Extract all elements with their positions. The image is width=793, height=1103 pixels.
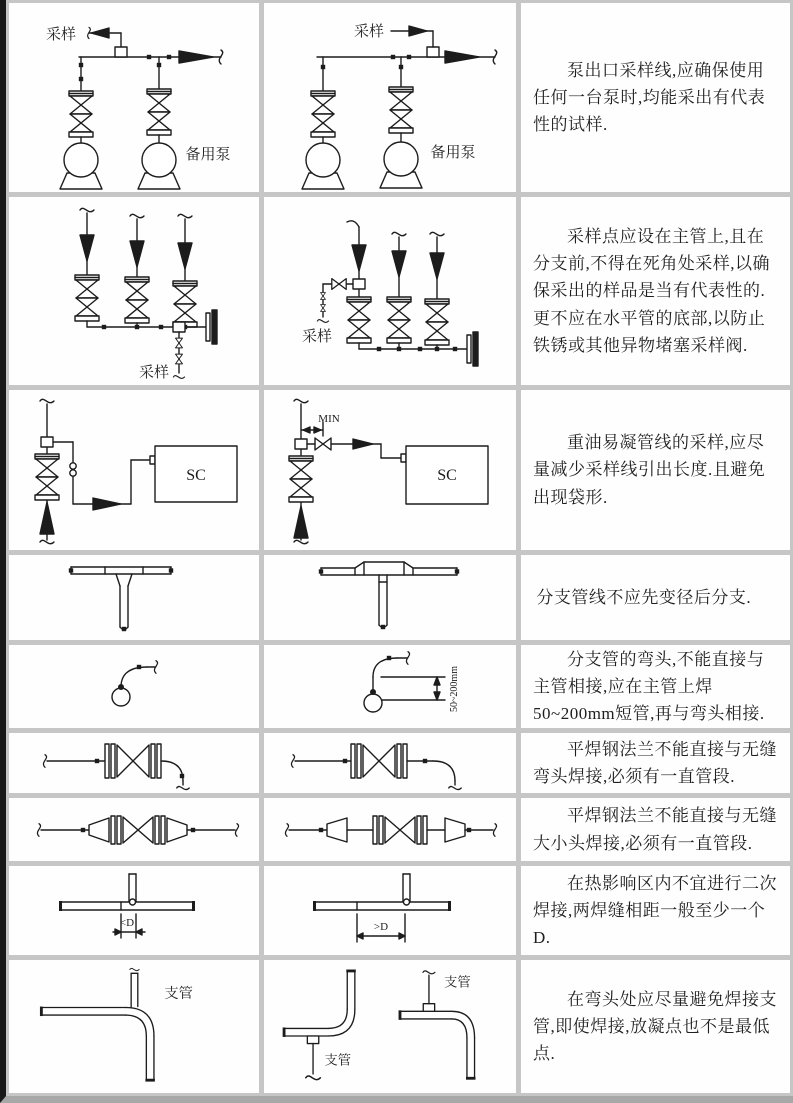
pump-icon [302, 143, 344, 189]
valve-stack-icon [147, 89, 171, 135]
row3-note-text: 重油易凝管线的采样,应尽量减少采样线引出长度.且避免出现袋形. [533, 433, 766, 507]
branch-pipe-label: 支管 [324, 1052, 352, 1068]
weld-spacing-label: <D [119, 917, 135, 929]
sample-cooler-label: SC [186, 467, 206, 484]
pump-icon [60, 143, 102, 189]
valve-stack-icon [425, 299, 449, 345]
row8-diagram-left-cell [9, 866, 259, 955]
standby-pump-label: 备用泵 [430, 145, 476, 161]
pump-sampling-diagram-right [264, 3, 516, 192]
row7-note-text: 平焊钢法兰不能直接与无缝大小头焊接,必须有一直管段. [533, 806, 777, 853]
sample-label: 采样 [45, 27, 77, 43]
flange-elbow-diagram-right [264, 733, 516, 793]
row4-diagram-left-cell [9, 555, 259, 640]
row6-note-text: 平焊钢法兰不能直接与无缝弯头焊接,必须有一直管段. [533, 739, 777, 786]
sample-label: 采样 [301, 329, 333, 345]
row9-note-cell [521, 960, 790, 1093]
valve-stack-icon [289, 456, 313, 502]
row9-diagram-right-cell [264, 960, 516, 1093]
flange-reducer-diagram-wrong [9, 798, 259, 861]
main-pipe-section-icon [364, 694, 382, 712]
row5-note-text: 分支管的弯头,不能直接与主管相接,应在主管上焊50~200mm短管,再与弯头相接. [533, 649, 765, 724]
row5-note-cell [521, 645, 790, 728]
row8-diagram-right-cell [264, 866, 516, 955]
row4-note-text: 分支管线不应先变径后分支. [536, 587, 752, 607]
row3-diagram-left-cell [9, 390, 259, 550]
row4-diagram-right-cell [264, 555, 516, 640]
short-pipe-range-label: 50~200mm [449, 666, 460, 712]
row1-diagram-left-cell [9, 3, 259, 192]
pump-icon [138, 143, 180, 189]
row3-diagram-right-cell [264, 390, 516, 550]
valve-stack-icon [387, 297, 411, 343]
row7-diagram-left-cell [9, 798, 259, 861]
flange-elbow-diagram-wrong [9, 733, 259, 793]
elbow-on-main-diagram-wrong [9, 645, 259, 728]
reducer-icon [89, 818, 109, 842]
reducer-icon [327, 818, 347, 842]
valve-stack-icon [311, 91, 335, 137]
sample-valve-icon [315, 438, 331, 450]
valve-stack-icon [125, 277, 149, 323]
valve-stack-icon [75, 275, 99, 321]
row6-diagram-right-cell [264, 733, 516, 793]
valve-stack-icon [389, 87, 413, 133]
row7-note-cell [521, 798, 790, 861]
valve-icon [363, 745, 395, 777]
branch-pipe-label: 支管 [444, 974, 471, 990]
valve-icon [385, 817, 415, 843]
valve-stack-icon [35, 454, 59, 500]
manifold-sampling-diagram-right [264, 197, 516, 385]
row2-diagram-right-cell [264, 197, 516, 385]
manifold-sampling-diagram-wrong [9, 197, 259, 385]
flange-reducer-diagram-right [264, 798, 516, 861]
sample-cooler-diagram-wrong [9, 390, 259, 550]
row8-note-text: 在热影响区内不宜进行二次焊接,两焊缝相距一般至少一个D. [533, 873, 777, 948]
branch-pipe-label: 支管 [164, 986, 193, 1002]
sample-cooler-diagram-right [264, 390, 516, 550]
branch-near-elbow-diagram-right [264, 960, 516, 1093]
row1-note-cell [521, 3, 790, 192]
row8-note-cell [521, 866, 790, 955]
row1-note-text: 泵出口采样线,应确保使用任何一台泵时,均能采出有代表性的试样. [533, 60, 766, 135]
branch-then-reduce-diagram [264, 555, 516, 640]
row3-note-cell [521, 390, 790, 550]
weld-spacing-diagram-wrong [9, 866, 259, 955]
row5-diagram-left-cell [9, 645, 259, 728]
row7-diagram-right-cell [264, 798, 516, 861]
reducer-icon [445, 818, 465, 842]
row9-diagram-left-cell [9, 960, 259, 1093]
row9-note-text: 在弯头处应尽量避免焊接支管,即使焊接,放凝点也不是最低点. [533, 989, 777, 1064]
valve-stack-icon [69, 91, 93, 137]
sample-cooler-label: SC [437, 467, 457, 484]
row6-note-cell [521, 733, 790, 793]
pump-icon [380, 142, 422, 188]
row2-note-cell [521, 197, 790, 385]
standby-pump-label: 备用泵 [185, 147, 231, 163]
valve-icon [117, 745, 149, 777]
sample-label: 采样 [138, 365, 170, 381]
weld-spacing-label: >D [373, 921, 389, 933]
sample-label: 采样 [353, 24, 385, 40]
weld-spacing-diagram-right [264, 866, 516, 955]
elbow-with-short-pipe-diagram [264, 645, 516, 728]
reduce-then-branch-diagram [9, 555, 259, 640]
row2-note-text: 采样点应设在主管上,且在分支前,不得在死角处采样,以确保采出的样品是当有代表性的.更不应在水平管的底部,以防止铁锈或其他异物堵塞采样阀. [533, 227, 770, 355]
row6-diagram-left-cell [9, 733, 259, 793]
min-label: MIN [318, 413, 340, 425]
row1-diagram-right-cell [264, 3, 516, 192]
row2-diagram-left-cell [9, 197, 259, 385]
branch-on-elbow-diagram-wrong [9, 960, 259, 1093]
main-pipe-section-icon [112, 688, 130, 706]
reducer-icon [167, 818, 187, 842]
row4-note-cell [521, 555, 790, 640]
pump-sampling-diagram-wrong [9, 3, 259, 192]
valve-stack-icon [173, 281, 197, 327]
row5-diagram-right-cell [264, 645, 516, 728]
valve-icon [123, 817, 153, 843]
valve-stack-icon [347, 297, 371, 343]
